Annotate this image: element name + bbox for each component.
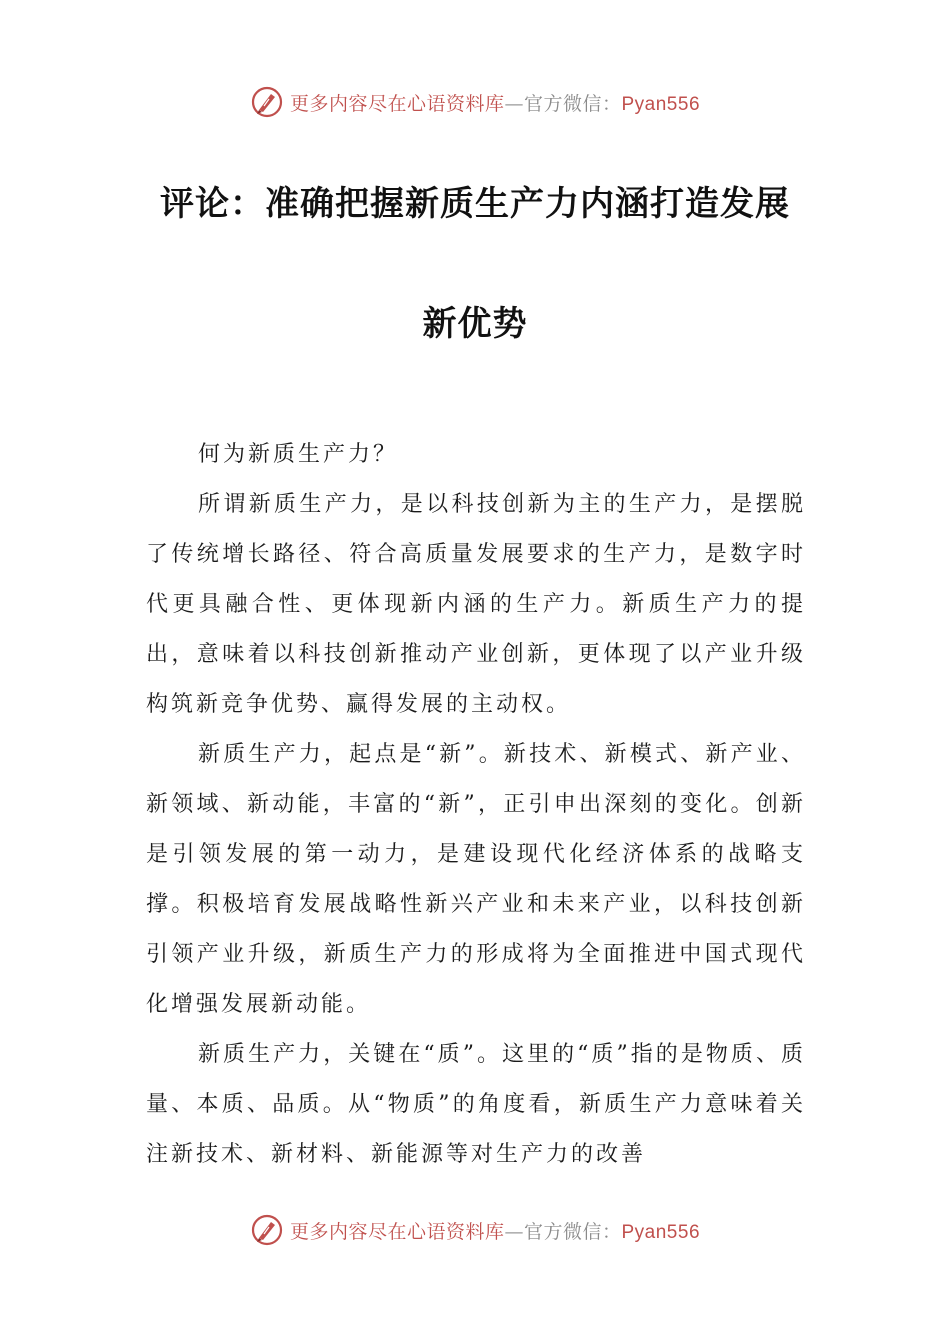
banner-separator: — [504, 1220, 524, 1243]
paragraph: 新质生产力，起点是“新”。新技术、新模式、新产业、新领域、新动能，丰富的“新”，正引申出深刻的变化。创新是引领发展的第一动力，是建设现代化经济体系的战略支撑。积极培育发展战略性新兴产业和未来产业，以科技创新引领产业升级，新质生产力的形成将为全面推进中国式现代化增强发展新动能。 [146, 742, 806, 1017]
banner-text [290, 89, 700, 116]
footer-banner [0, 1210, 950, 1250]
pen-nib-circle-icon [250, 1213, 284, 1247]
header-banner [0, 82, 950, 122]
banner-wechat-label: 官方微信： [523, 92, 622, 115]
page-title-line-1: 评论：准确把握新质生产力内涵打造发展 [160, 184, 790, 224]
pen-nib-circle-icon [250, 85, 284, 119]
banner-account: Pyan556 [621, 1221, 701, 1243]
paragraph: 所谓新质生产力，是以科技创新为主的生产力，是摆脱了传统增长路径、符合高质量发展要求的生产力，是数字时代更具融合性、更体现新内涵的生产力。新质生产力的提出，意味着以科技创新推动产业创新，更体现了以产业升级构筑新竞争优势、赢得发展的主动权。 [146, 492, 806, 717]
banner-separator: — [504, 92, 524, 115]
banner-wechat-label: 官方微信： [523, 1220, 622, 1243]
paragraph: 新质生产力，关键在“质”。这里的“质”指的是物质、质量、本质、品质。从“物质”的角度看，新质生产力意味着关注新技术、新材料、新能源等对生产力的改善 [146, 1042, 806, 1167]
paragraph: 何为新质生产力？ [198, 442, 399, 467]
article-body [146, 430, 806, 1180]
page-title-line-2: 新优势 [422, 304, 528, 344]
banner-text [290, 1217, 700, 1244]
banner-account: Pyan556 [621, 93, 701, 115]
banner-site-text: 更多内容尽在心语资料库 [289, 1220, 505, 1243]
banner-site-text: 更多内容尽在心语资料库 [289, 92, 505, 115]
